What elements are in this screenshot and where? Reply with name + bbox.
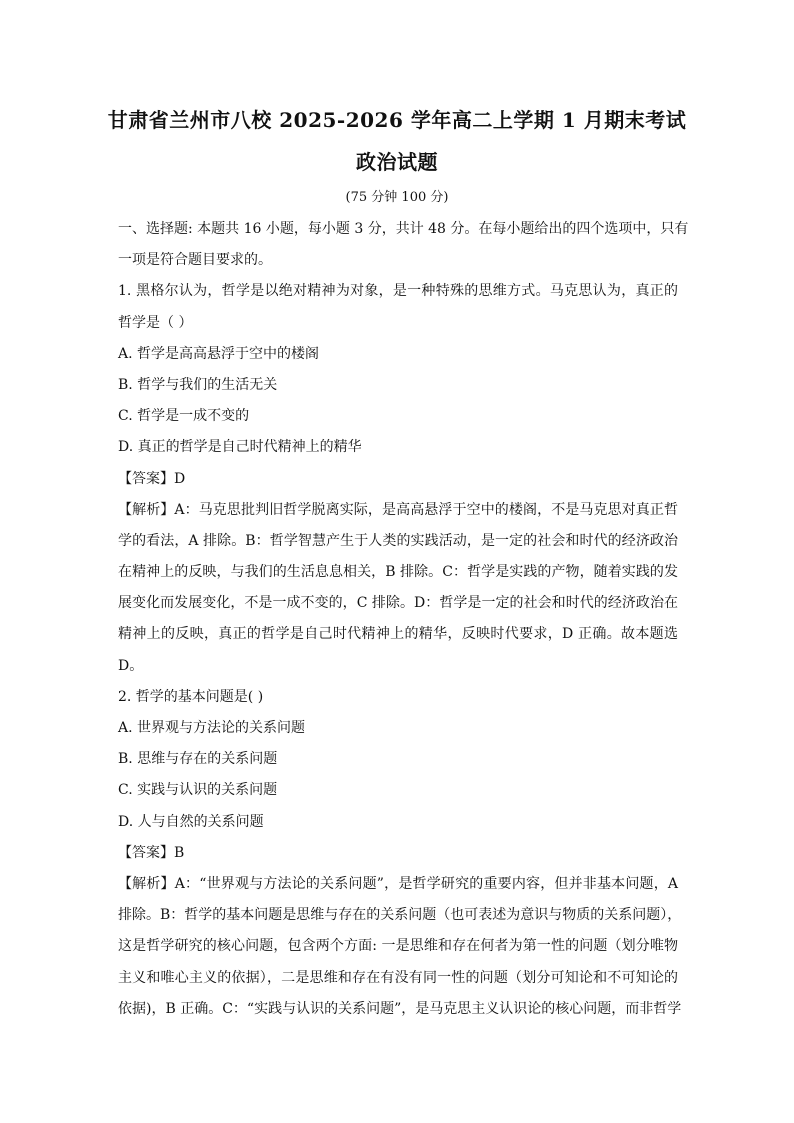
- question-1-analysis: 展变化而发展变化，不是一成不变的，C 排除。D：哲学是一定的社会和时代的经济政治在: [118, 595, 678, 612]
- exam-duration-score: (75 分钟 100 分): [345, 190, 449, 205]
- question-1-analysis: 在精神上的反映，与我们的生活息息相关，B 排除。C：哲学是实践的产物，随着实践的发: [118, 564, 678, 581]
- question-2-option-b: B. 思维与存在的关系问题: [118, 751, 278, 768]
- question-2-stem: 2. 哲学的基本问题是( ): [118, 688, 264, 705]
- question-1-analysis: 精神上的反映，真正的哲学是自己时代精神上的精华，反映时代要求，D 正确。故本题选: [118, 626, 678, 643]
- question-1-analysis: 【解析】A：马克思批判旧哲学脱离实际，是高高悬浮于空中的楼阁，不是马克思对真正哲: [118, 501, 678, 518]
- question-1-answer: 【答案】D: [118, 470, 186, 487]
- section-instruction: 一、选择题: 本题共 16 小题，每小题 3 分，共计 48 分。在每小题给出的四个选项中，只有: [118, 221, 689, 237]
- question-2-analysis: 这是哲学研究的核心问题，包含两个方面: 一是思维和存在何者为第一性的问题（划分唯物: [118, 938, 678, 955]
- question-2-analysis: 依据)，B 正确。C：“实践与认识的关系问题”，是马克思主义认识论的核心问题，而非哲学: [118, 1000, 682, 1017]
- exam-content: [118, 214, 689, 1025]
- section-instruction: 一项是符合题目要求的。: [118, 252, 272, 269]
- question-2-analysis: 主义和唯心主义的依据），二是思维和存在有没有同一性的问题（划分可知论和不可知论的: [118, 969, 678, 986]
- question-2-option-a: A. 世界观与方法论的关系问题: [118, 720, 306, 736]
- question-1-option-a: A. 哲学是高高悬浮于空中的楼阁: [118, 345, 320, 362]
- question-1-option-d: D. 真正的哲学是自己时代精神上的精华: [118, 439, 362, 456]
- question-1-stem: 哲学是（ ）: [118, 314, 193, 331]
- question-2-analysis: 排除。B：哲学的基本问题是思维与存在的关系问题（也可表述为意识与物质的关系问题），: [118, 907, 682, 924]
- question-1-option-b: B. 哲学与我们的生活无关: [118, 376, 278, 393]
- question-2-answer: 【答案】B: [118, 844, 185, 861]
- question-1-analysis: 学的看法，A 排除。B：哲学智慧产生于人类的实践活动，是一定的社会和时代的经济政治: [118, 532, 678, 549]
- question-1-analysis: D。: [118, 657, 144, 674]
- page-title: 甘肃省兰州市八校 2025-2026 学年高二上学期 1 月期末考试: [107, 108, 687, 132]
- question-2-option-c: C. 实践与认识的关系问题: [118, 782, 278, 799]
- question-2-analysis: 【解析】A：“世界观与方法论的关系问题”，是哲学研究的重要内容，但并非基本问题，A: [118, 875, 678, 892]
- question-2-option-d: D. 人与自然的关系问题: [118, 813, 264, 830]
- page-subject-title: 政治试题: [356, 150, 438, 174]
- question-1-stem: 1. 黑格尔认为，哲学是以绝对精神为对象，是一种特殊的思维方式。马克思认为，真正的: [118, 283, 678, 300]
- question-1-option-c: C. 哲学是一成不变的: [118, 408, 250, 425]
